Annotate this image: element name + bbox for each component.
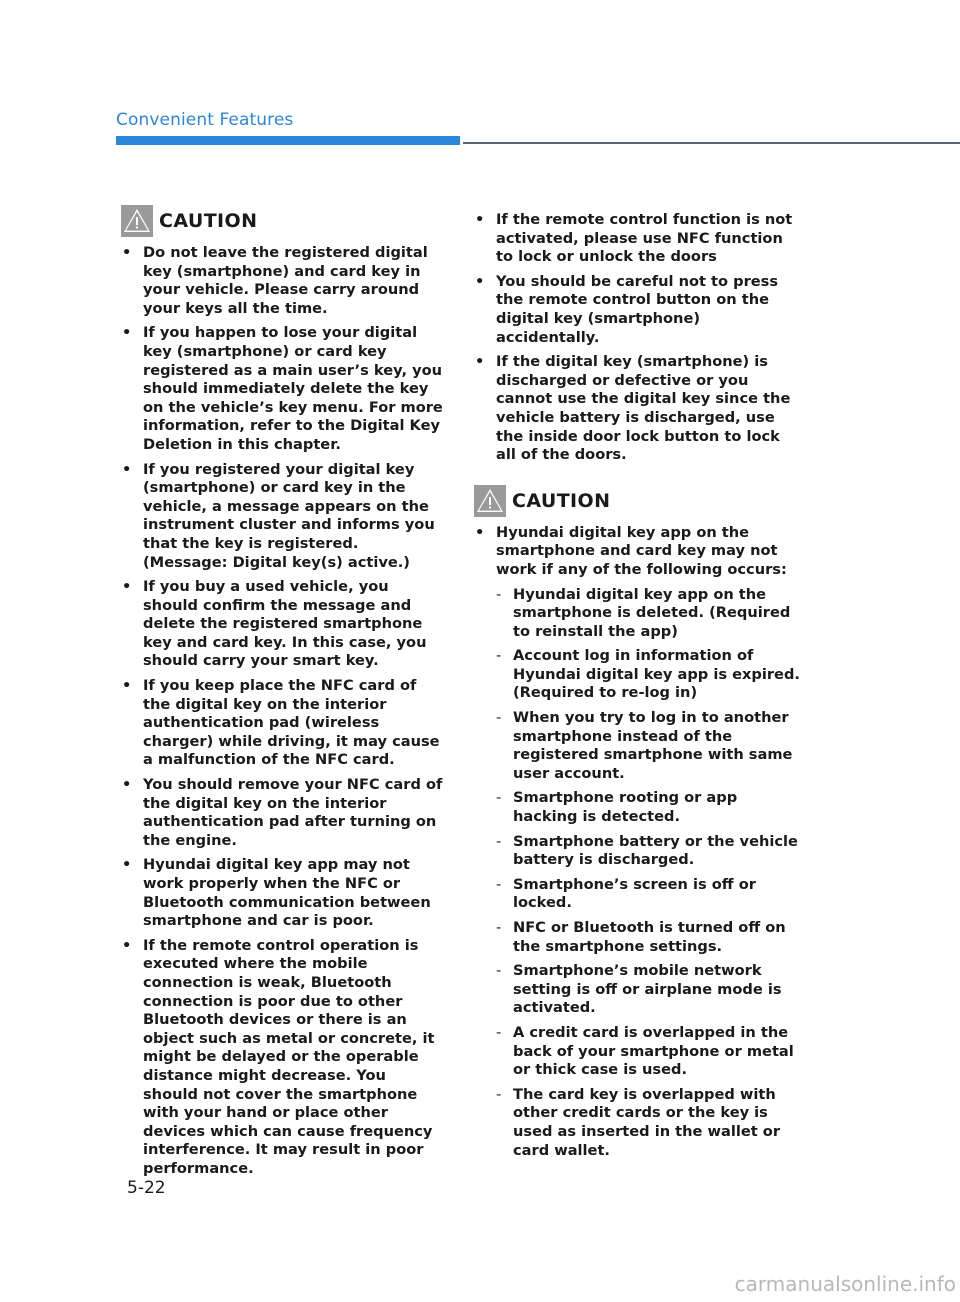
sub-list-item: - NFC or Bluetooth is turned off on the smartphone settings. bbox=[496, 919, 786, 955]
caution-label: CAUTION bbox=[512, 489, 611, 512]
caution-label: CAUTION bbox=[159, 210, 258, 232]
watermark: carmanualsonline.info bbox=[734, 1272, 956, 1296]
caution-list bbox=[121, 244, 443, 1179]
list-item: • You should be careful not to press the remote control button on the digital key (smartphone) accidentally. bbox=[475, 272, 779, 346]
list-item: • Hyundai digital key app may not work properly when the NFC or Bluetooth communication between smartphone and car is poor. bbox=[122, 856, 431, 930]
list-item: • Hyundai digital key app on the smartphone and card key may not work if any of the following occurs: - Hyundai digital key app on the smartphone is deleted. (Required to reinstall the app) - Account log in information of Hyundai digital key app is expired. (Required to re-log in) - When you try to log in to another smartphone instead of the registered smartphone with same user account. - Smartphone rooting or app hacking is detected. - Smartphone battery or the vehicle battery is discharged. - Smartphone’s screen is off or locked. - NFC or Bluetooth is turned off on the smartphone settings. - Smartphone’s mobile network setting is off or airplane mode is activated. - A credit card is overlapped in the back of your smartphone or metal or thick case is used. - The card key is overlapped with other credit cards or the key is used as inserted in the wallet or card wallet. bbox=[475, 523, 800, 1159]
list-item: • If the remote control operation is executed where the mobile connection is weak, Bluetooth connection is poor due to other Bluetooth devices or there is an object such as metal or concrete, it might be delayed or the operable distance might decrease. You should not cover the smartphone with your hand or place other devices which can cause frequency interference. It may result in poor performance. bbox=[122, 936, 435, 1177]
caution-heading bbox=[474, 485, 800, 517]
warning-triangle-icon bbox=[121, 205, 153, 237]
caution-heading bbox=[121, 205, 443, 237]
list-item: • If the digital key (smartphone) is discharged or defective or you cannot use the digital key since the vehicle battery is discharged, use the inside door lock button to lock all of the doors. bbox=[475, 353, 791, 464]
sub-list-item: - A credit card is overlapped in the back of your smartphone or metal or thick case is used. bbox=[496, 1023, 794, 1079]
sub-list-item: - Smartphone’s mobile network setting is off or airplane mode is activated. bbox=[496, 962, 782, 1017]
caution-list-continued bbox=[474, 211, 800, 465]
list-item: • If you registered your digital key (smartphone) or card key in the vehicle, a message appears on the instrument cluster and informs you that the key is registered. (Message: Digital key(s) active.) bbox=[122, 460, 435, 571]
sub-list bbox=[496, 586, 800, 1161]
caution-list bbox=[474, 524, 800, 1160]
sub-list-item: - The card key is overlapped with other credit cards or the key is used as inserted in the wallet or card wallet. bbox=[496, 1085, 781, 1159]
sub-list-item: - When you try to log in to another smartphone instead of the registered smartphone with same user account. bbox=[496, 709, 793, 782]
list-item: • If you buy a used vehicle, you should confirm the message and delete the registered smartphone key and card key. In this case, you should carry your smart key. bbox=[122, 578, 427, 670]
section-title: Convenient Features bbox=[116, 110, 294, 130]
list-item: • If you keep place the NFC card of the digital key on the interior authentication pad (wireless charger) while driving, it may cause a malfunction of the NFC card. bbox=[122, 677, 440, 769]
right-column bbox=[474, 211, 800, 1166]
page-number: 5-22 bbox=[127, 1178, 166, 1198]
sub-list-item: - Smartphone rooting or app hacking is detected. bbox=[496, 789, 738, 826]
list-item: • You should remove your NFC card of the digital key on the interior authentication pad after turning on the engine. bbox=[122, 776, 443, 849]
sub-list-item: - Hyundai digital key app on the smartphone is deleted. (Required to reinstall the app) bbox=[496, 585, 791, 640]
header-rule bbox=[463, 142, 960, 144]
left-column bbox=[121, 205, 443, 1185]
list-item: • Do not leave the registered digital key (smartphone) and card key in your vehicle. Please carry around your keys all the time. bbox=[122, 244, 428, 317]
warning-triangle-icon bbox=[474, 485, 506, 517]
caution-block bbox=[474, 485, 800, 1160]
list-item: • If the remote control function is not activated, please use NFC function to lock or unlock the doors bbox=[475, 211, 793, 266]
list-item: • If you happen to lose your digital key (smartphone) or card key registered as a main user’s key, you should immediately delete the key on the vehicle’s key menu. For more information, refer to the Digital Key Deletion in this chapter. bbox=[122, 324, 443, 453]
sub-list-item: - Smartphone’s screen is off or locked. bbox=[496, 875, 756, 912]
sub-list-item: - Account log in information of Hyundai digital key app is expired. (Required to re-log in) bbox=[496, 647, 800, 702]
sub-list-item: - Smartphone battery or the vehicle battery is discharged. bbox=[496, 832, 798, 869]
header-accent-bar bbox=[116, 136, 460, 145]
